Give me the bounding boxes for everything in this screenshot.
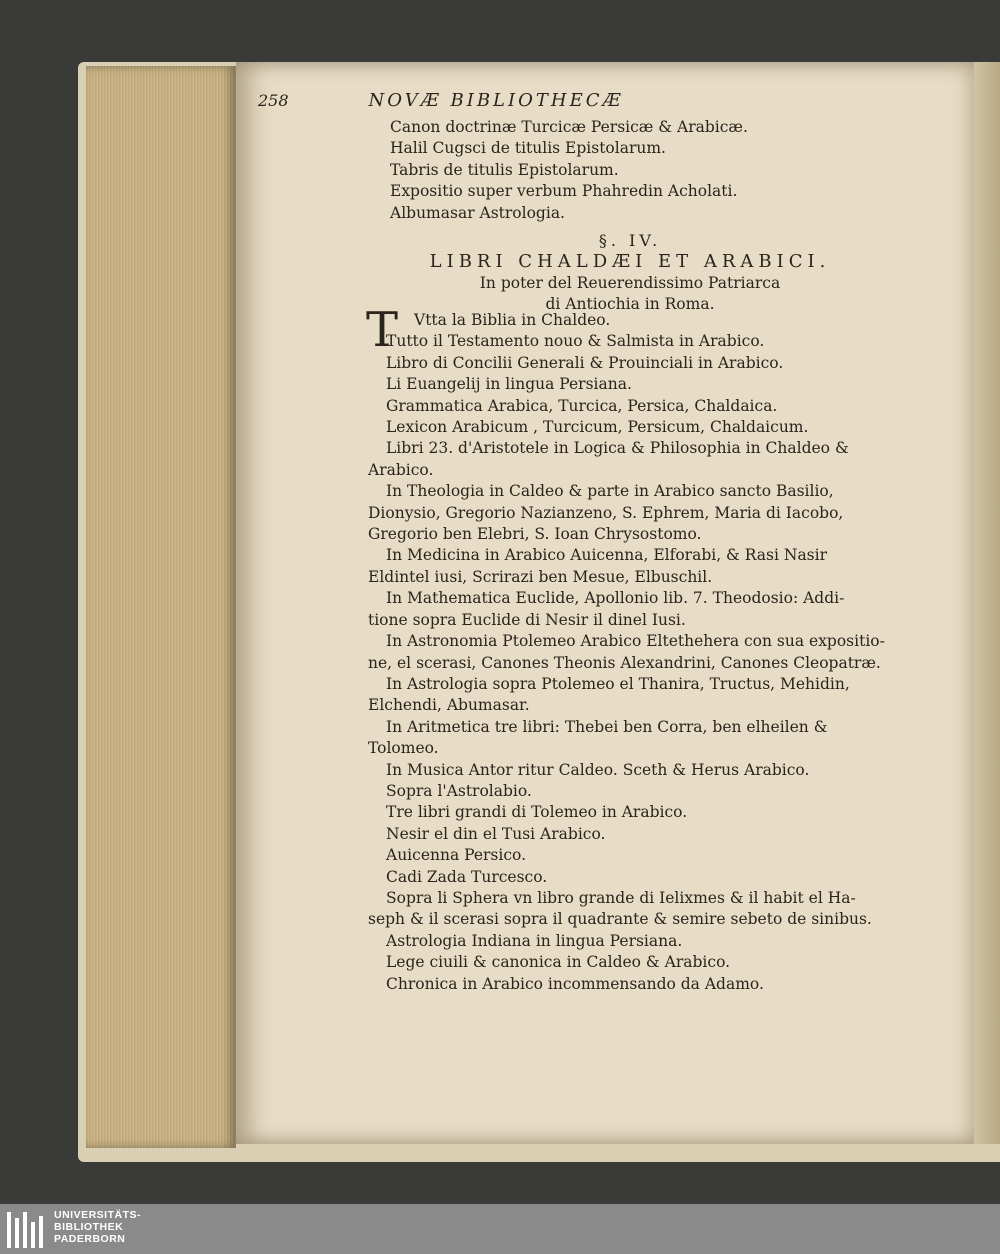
text-line: Grammatica Arabica, Turcica, Persica, Chaldaica. (386, 396, 778, 415)
page-number: 258 (258, 91, 289, 110)
library-name-line3: PADERBORN (54, 1233, 126, 1245)
library-logo-icon (6, 1210, 46, 1250)
section-title: LIBRI CHALDÆI ET ARABICI. (429, 251, 831, 273)
text-line: Libro di Concilii Generali & Prouinciali in Arabico. (386, 353, 784, 372)
text-line: Sopra li Sphera vn libro grande di Ielixmes & il habit el Ha- (386, 888, 856, 907)
text-line: Lexicon Arabicum , Turcicum, Persicum, Chaldaicum. (386, 418, 809, 437)
library-name (54, 1209, 141, 1245)
section-heading (360, 226, 980, 316)
text-line: Nesir el din el Tusi Arabico. (386, 824, 606, 843)
section-subtitle-2: di Antiochia in Roma. (545, 295, 715, 314)
section-mark: §. IV. (598, 231, 662, 250)
running-head: NOVÆ BIBLIOTHECÆ (368, 90, 624, 111)
text-line: seph & il scerasi sopra il quadrante & semire sebeto de sinibus. (368, 910, 872, 929)
text-line: In Mathematica Euclide, Apollonio lib. 7. Theodosio: Addi- (386, 589, 845, 608)
text-line: Elchendi, Abumasar. (368, 696, 530, 715)
text-line: In Aritmetica tre libri: Thebei ben Corra, ben elheilen & (386, 717, 828, 736)
page-fore-edge (86, 66, 236, 1148)
text-line: In Astronomia Ptolemeo Arabico Eltethehera con sua expositio- (386, 632, 885, 651)
library-name-line1: UNIVERSITÄTS- (54, 1209, 142, 1221)
drop-cap: T (366, 302, 399, 358)
text-line: ne, el scerasi, Canones Theonis Alexandrini, Canones Cleopatræ. (368, 653, 881, 672)
text-line: Dionysio, Gregorio Nazianzeno, S. Ephrem, Maria di Iacobo, (368, 503, 844, 522)
text-line: Cadi Zada Turcesco. (386, 867, 548, 886)
text-line: Astrologia Indiana in lingua Persiana. (386, 931, 683, 950)
text-line: In Astrologia sopra Ptolemeo el Thanira, Tructus, Mehidin, (386, 674, 850, 693)
section-subtitle-1: In poter del Reuerendissimo Patriarca (479, 273, 781, 292)
text-line: Halil Cugsci de titulis Epistolarum. (390, 139, 666, 158)
text-line: Libri 23. d'Aristotele in Logica & Philosophia in Chaldeo & (386, 439, 849, 458)
text-line: Tutto il Testamento nouo & Salmista in Arabico. (386, 332, 765, 351)
text-line: Gregorio ben Elebri, S. Ioan Chrysostomo. (368, 525, 702, 544)
library-name-line2: BIBLIOTHEK (54, 1221, 124, 1233)
first-line-text: Vtta la Biblia in Chaldeo. (414, 311, 611, 329)
body-lines (368, 331, 908, 995)
text-line: Tre libri grandi di Tolemeo in Arabico. (386, 803, 688, 822)
text-line: Li Euangelij in lingua Persiana. (386, 375, 632, 394)
text-line: Arabico. (368, 460, 434, 479)
text-line: Lege ciuili & canonica in Caldeo & Arabico. (386, 953, 731, 972)
text-line: Tolomeo. (368, 739, 439, 758)
text-line: Sopra l'Astrolabio. (386, 781, 532, 800)
text-line: Auicenna Persico. (386, 846, 527, 865)
page-text (390, 117, 1000, 224)
text-line: In Theologia in Caldeo & parte in Arabico sancto Basilio, (386, 482, 834, 501)
page-header (258, 90, 798, 111)
text-line: Eldintel iusi, Scrirazi ben Mesue, Elbuschil. (368, 567, 713, 586)
top-lines (390, 117, 1000, 224)
text-line: Canon doctrinæ Turcicæ Persicæ & Arabicæ. (390, 118, 748, 136)
library-footer (0, 1204, 1000, 1254)
text-line: Expositio super verbum Phahredin Acholati. (390, 182, 738, 201)
text-line: tione sopra Euclide di Nesir il dinel Iusi. (368, 610, 686, 629)
text-line: In Medicina in Arabico Auicenna, Elforabi, & Rasi Nasir (386, 546, 828, 565)
facing-page-edge (974, 62, 1000, 1144)
text-line: Chronica in Arabico incommensando da Adamo. (386, 974, 764, 993)
text-line: Albumasar Astrologia. (390, 203, 565, 222)
text-line: In Musica Antor ritur Caldeo. Sceth & Herus Arabico. (386, 760, 810, 779)
text-line: Tabris de titulis Epistolarum. (390, 160, 619, 179)
